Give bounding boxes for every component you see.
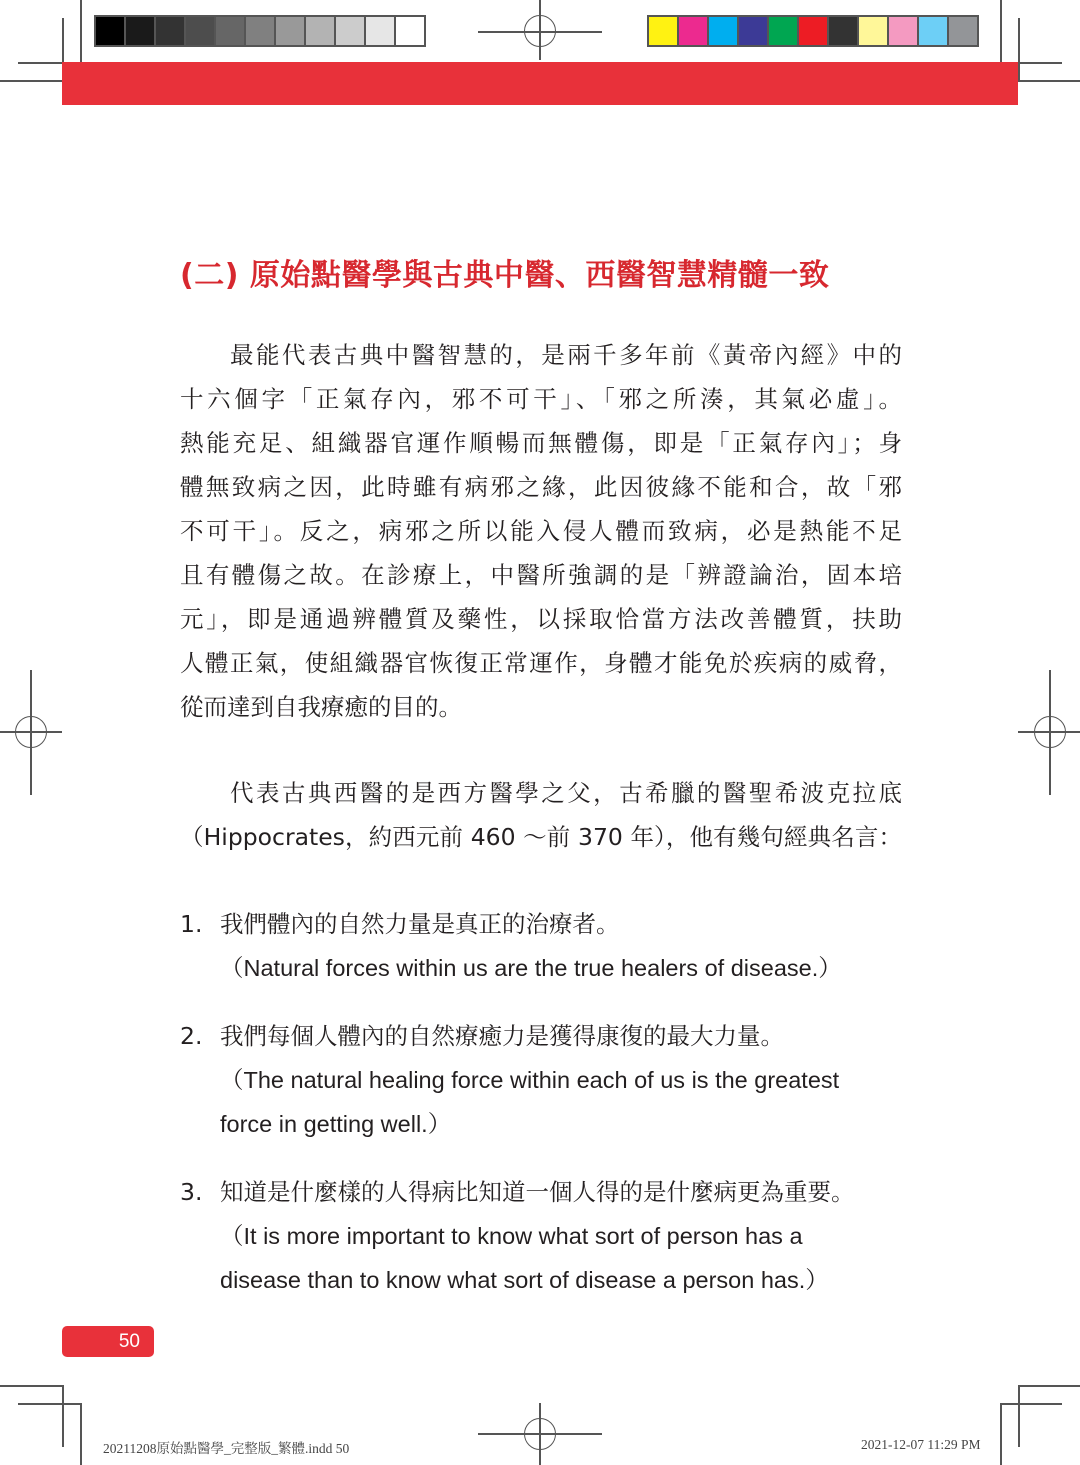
header-band	[62, 62, 1018, 105]
color-swatch	[366, 17, 394, 45]
quote-chinese: 我們每個人體內的自然療癒力是獲得康復的最大力量。	[220, 1022, 784, 1050]
text-line: 最能代表古典中醫智慧的，是兩千多年前《黃帝內經》中的	[230, 341, 902, 369]
crop-mark	[62, 1385, 64, 1447]
section-title: (二) 原始點醫學與古典中醫、西醫智慧精髓一致	[180, 258, 830, 293]
crop-mark	[1018, 1385, 1020, 1447]
text-line: 不可干」。反之，病邪之所以能入侵人體而致病，必是熱能不足	[180, 517, 902, 545]
registration-mark-right-icon	[1018, 670, 1080, 795]
color-swatch	[889, 17, 917, 45]
text-line: 人體正氣，使組織器官恢復正常運作，身體才能免於疾病的威脅，	[180, 649, 902, 677]
color-swatch	[799, 17, 827, 45]
color-swatch	[216, 17, 244, 45]
quote-item-1	[180, 902, 905, 990]
color-swatch	[829, 17, 857, 45]
text-line: 從而達到自我療癒的目的。	[180, 693, 462, 721]
crop-mark	[1018, 18, 1020, 80]
paragraph-classical-chinese-medicine	[180, 333, 902, 729]
color-swatch	[186, 17, 214, 45]
color-swatch	[649, 17, 677, 45]
page-number-badge: 50	[62, 1326, 154, 1357]
crop-mark	[80, 0, 82, 62]
color-swatch	[739, 17, 767, 45]
process-color-bar	[647, 15, 979, 47]
text-line: 元」，即是通過辨體質及藥性，以採取恰當方法改善體質，扶助	[180, 605, 902, 633]
list-number: 1.	[180, 910, 203, 938]
color-swatch	[96, 17, 124, 45]
quote-item-3	[180, 1170, 905, 1302]
list-number: 3.	[180, 1178, 203, 1206]
paragraph-hippocrates-intro	[180, 771, 902, 859]
text-line: （Hippocrates，約西元前 460 ～前 370 年），他有幾句經典名言：	[180, 823, 902, 851]
registration-mark-bottom-icon	[478, 1403, 602, 1465]
text-line: 熱能充足、組織器官運作順暢而無體傷，即是「正氣存內」；身	[180, 429, 902, 457]
crop-mark	[1000, 1403, 1062, 1405]
color-swatch	[709, 17, 737, 45]
grayscale-color-bar	[94, 15, 426, 47]
crop-mark	[1000, 0, 1002, 62]
crop-mark	[0, 80, 62, 82]
color-swatch	[396, 17, 424, 45]
slug-timestamp: 2021-12-07 11:29 PM	[861, 1437, 981, 1452]
color-swatch	[679, 17, 707, 45]
color-swatch	[306, 17, 334, 45]
quote-item-2	[180, 1014, 905, 1146]
color-swatch	[769, 17, 797, 45]
color-swatch	[276, 17, 304, 45]
registration-mark-top-icon	[478, 0, 602, 60]
quote-chinese: 我們體內的自然力量是真正的治療者。	[220, 910, 620, 938]
color-swatch	[246, 17, 274, 45]
crop-mark	[0, 1385, 62, 1387]
quote-english: force in getting well.）	[220, 1111, 452, 1137]
quote-english: （Natural forces within us are the true healers of disease.）	[220, 955, 842, 981]
text-line: 且有體傷之故。在診療上，中醫所強調的是「辨證論治，固本培	[180, 561, 902, 589]
quote-english: （The natural healing force within each of us is the greatest	[220, 1067, 840, 1093]
crop-mark	[1018, 80, 1080, 82]
color-swatch	[126, 17, 154, 45]
color-swatch	[859, 17, 887, 45]
color-swatch	[919, 17, 947, 45]
list-number: 2.	[180, 1022, 203, 1050]
quote-english: disease than to know what sort of disease a person has.）	[220, 1267, 829, 1293]
crop-mark	[1018, 1385, 1080, 1387]
slug-filename: 20211208原始點醫學_完整版_繁體.indd 50	[103, 1441, 350, 1456]
text-line: 十六個字「正氣存內，邪不可干」、「邪之所湊，其氣必虛」。	[180, 385, 902, 413]
registration-mark-left-icon	[0, 670, 62, 795]
quote-english: （It is more important to know what sort of person has a	[220, 1223, 803, 1249]
color-swatch	[949, 17, 977, 45]
crop-mark	[18, 1403, 80, 1405]
color-swatch	[336, 17, 364, 45]
color-swatch	[156, 17, 184, 45]
crop-mark	[80, 1403, 82, 1465]
text-line: 代表古典西醫的是西方醫學之父，古希臘的醫聖希波克拉底	[230, 779, 902, 807]
crop-mark	[1000, 1403, 1002, 1465]
quote-chinese: 知道是什麼樣的人得病比知道一個人得的是什麼病更為重要。	[220, 1178, 855, 1206]
text-line: 體無致病之因，此時雖有病邪之緣，此因彼緣不能和合，故「邪	[180, 473, 902, 501]
